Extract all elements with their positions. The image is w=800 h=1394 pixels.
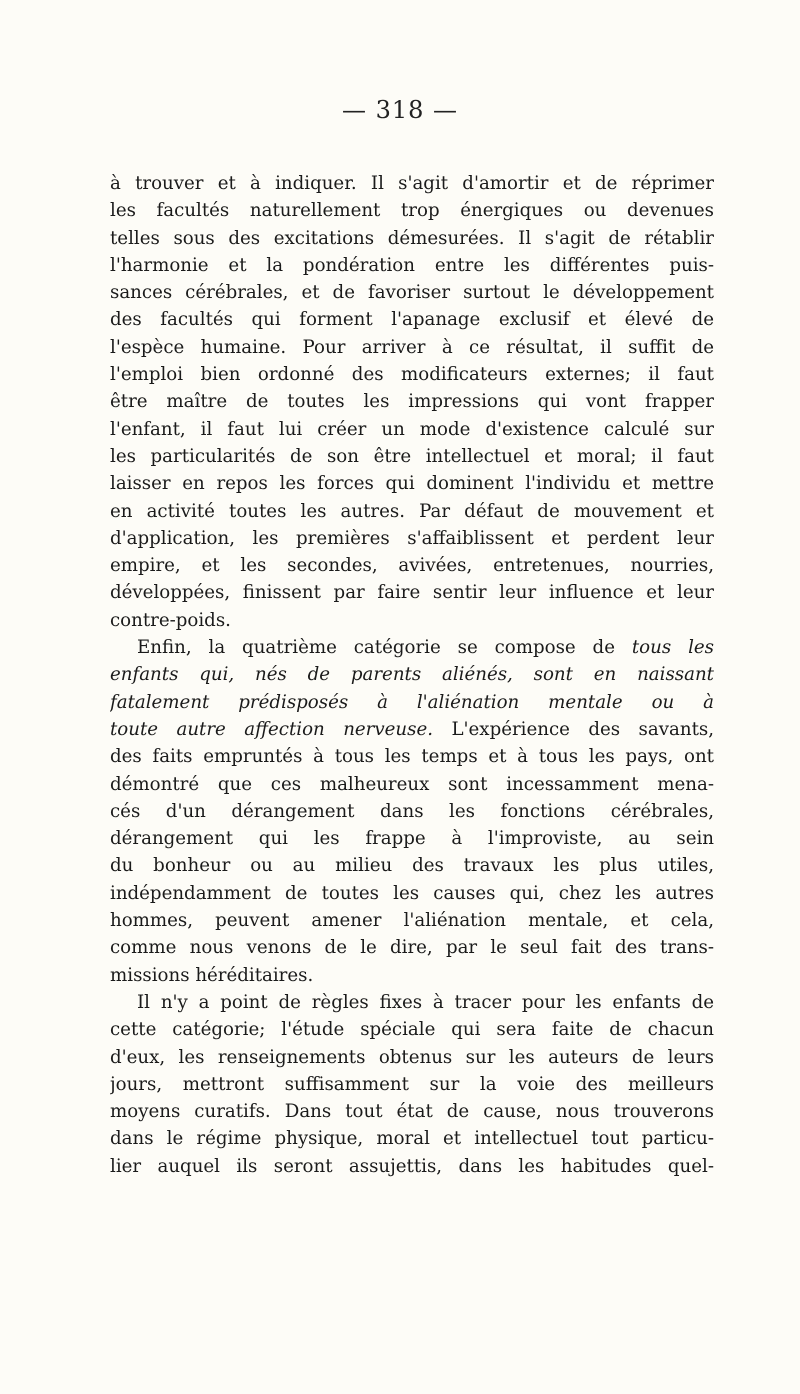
text-line <box>110 661 714 688</box>
text-segment: Enfin, la quatrième catégorie se compose de <box>137 637 615 659</box>
text-line: démontré que ces malheureux sont incessamment mena- <box>110 773 714 795</box>
text-line: jours, mettront suffisamment sur la voie des meilleurs <box>110 1073 714 1095</box>
text-line: sances cérébrales, et de favoriser surtout le développement <box>110 282 714 304</box>
text-line: l'espèce humaine. Pour arriver à ce résultat, il suffit de <box>110 336 714 358</box>
text-line: d'eux, les renseignements obtenus sur les auteurs de leurs <box>110 1046 714 1068</box>
text-line: Il n'y a point de règles fixes à tracer pour les enfants de <box>137 991 714 1013</box>
body-text <box>110 170 714 1180</box>
text-line: l'enfant, il faut lui créer un mode d'existence calculé sur <box>110 418 714 440</box>
text-line: contre-poids. <box>110 609 231 631</box>
text-line: l'harmonie et la pondération entre les différentes puis- <box>110 254 714 276</box>
text-line: dans le régime physique, moral et intellectuel tout particu- <box>110 1128 714 1150</box>
text-line: indépendamment de toutes les causes qui, chez les autres <box>110 882 714 904</box>
text-line: développées, finissent par faire sentir leur influence et leur <box>110 582 714 604</box>
text-line <box>110 716 714 743</box>
text-line: telles sous des excitations démesurées. Il s'agit de rétablir <box>110 227 714 249</box>
text-line <box>110 689 714 716</box>
text-line: du bonheur ou au milieu des travaux les plus utiles, <box>110 855 714 877</box>
text-line <box>110 634 714 661</box>
text-line: les particularités de son être intellectuel et moral; il faut <box>110 445 714 467</box>
text-line: d'application, les premières s'affaiblissent et perdent leur <box>110 527 714 549</box>
italic-segment: fatalement prédisposés à l'aliénation mentale ou à <box>110 691 714 713</box>
text-line: lier auquel ils seront assujettis, dans les habitudes quel- <box>110 1155 714 1177</box>
text-line: en activité toutes les autres. Par défaut de mouvement et <box>110 500 714 522</box>
text-line: à trouver et à indiquer. Il s'agit d'amortir et de réprimer <box>110 173 714 194</box>
italic-segment: toute autre affection nerveuse. <box>110 718 433 740</box>
text-line: hommes, peuvent amener l'aliénation mentale, et cela, <box>110 910 714 932</box>
text-line: des facultés qui forment l'apanage exclusif et élevé de <box>110 309 714 331</box>
text-line: cette catégorie; l'étude spéciale qui sera faite de chacun <box>110 1019 714 1041</box>
text-line: des faits empruntés à tous les temps et à tous les pays, ont <box>110 746 714 768</box>
text-line: missions héréditaires. <box>110 964 314 986</box>
text-line: l'emploi bien ordonné des modificateurs externes; il faut <box>110 364 714 386</box>
italic-segment: enfants qui, nés de parents aliénés, sont en naissant <box>110 664 714 686</box>
text-line: être maître de toutes les impressions qui vont frapper <box>110 391 714 413</box>
text-line: dérangement qui les frappe à l'improviste, au sein <box>110 828 714 850</box>
text-line: empire, et les secondes, avivées, entretenues, nourries, <box>110 555 714 577</box>
text-line: cés d'un dérangement dans les fonctions cérébrales, <box>110 800 714 822</box>
text-line: comme nous venons de le dire, par le seul fait des trans- <box>110 937 714 959</box>
text-line: moyens curatifs. Dans tout état de cause, nous trouverons <box>110 1101 714 1123</box>
text-segment: L'expérience des savants, <box>451 718 714 740</box>
italic-segment: tous les <box>631 637 714 659</box>
page-number: — 318 — <box>341 96 459 124</box>
text-line: laisser en repos les forces qui dominent l'individu et mettre <box>110 473 714 495</box>
text-line: les facultés naturellement trop énergiques ou devenues <box>110 200 714 222</box>
